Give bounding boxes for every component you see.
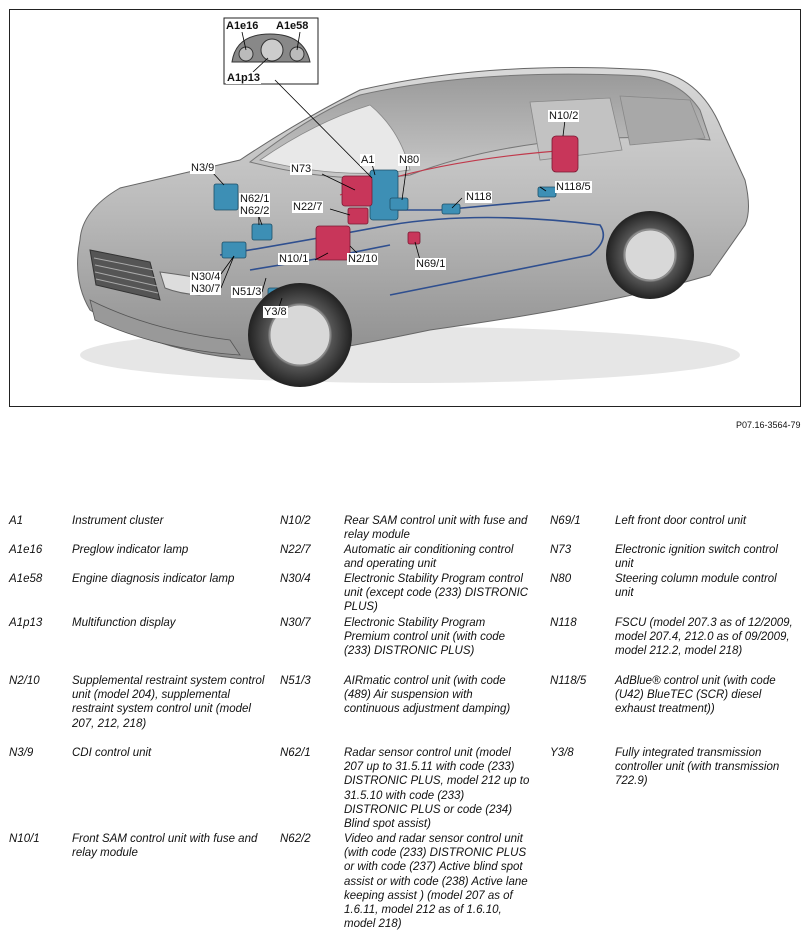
callout-n30-4: N30/4	[191, 271, 221, 283]
callout-n118-5: N118/5	[556, 181, 591, 193]
callout-n62-1: N62/1	[240, 193, 270, 205]
callout-n2-10: N2/10	[348, 253, 378, 265]
callout-n22-7: N22/7	[293, 201, 323, 213]
figure-reference: P07.16-3564-79	[736, 420, 801, 430]
callout-n62-2: N62/2	[240, 205, 270, 217]
callout-n118: N118	[466, 191, 492, 203]
callout-n80: N80	[399, 154, 420, 166]
callout-n51-3: N51/3	[232, 286, 262, 298]
vehicle-diagram	[9, 9, 801, 407]
callout-n69-1: N69/1	[416, 258, 446, 270]
callout-y3-8: Y3/8	[264, 306, 287, 318]
callout-n73: N73	[291, 163, 312, 175]
callout-n30-7: N30/7	[191, 283, 221, 295]
callout-a1e58: A1e58	[276, 20, 309, 32]
vehicle-illustration	[10, 10, 800, 406]
callout-n3-9: N3/9	[191, 162, 215, 174]
callout-a1e16: A1e16	[226, 20, 259, 32]
callout-a1: A1	[361, 154, 375, 166]
callout-n10-1: N10/1	[279, 253, 309, 265]
callout-a1p13: A1p13	[227, 72, 261, 84]
callout-n10-2: N10/2	[549, 110, 579, 122]
